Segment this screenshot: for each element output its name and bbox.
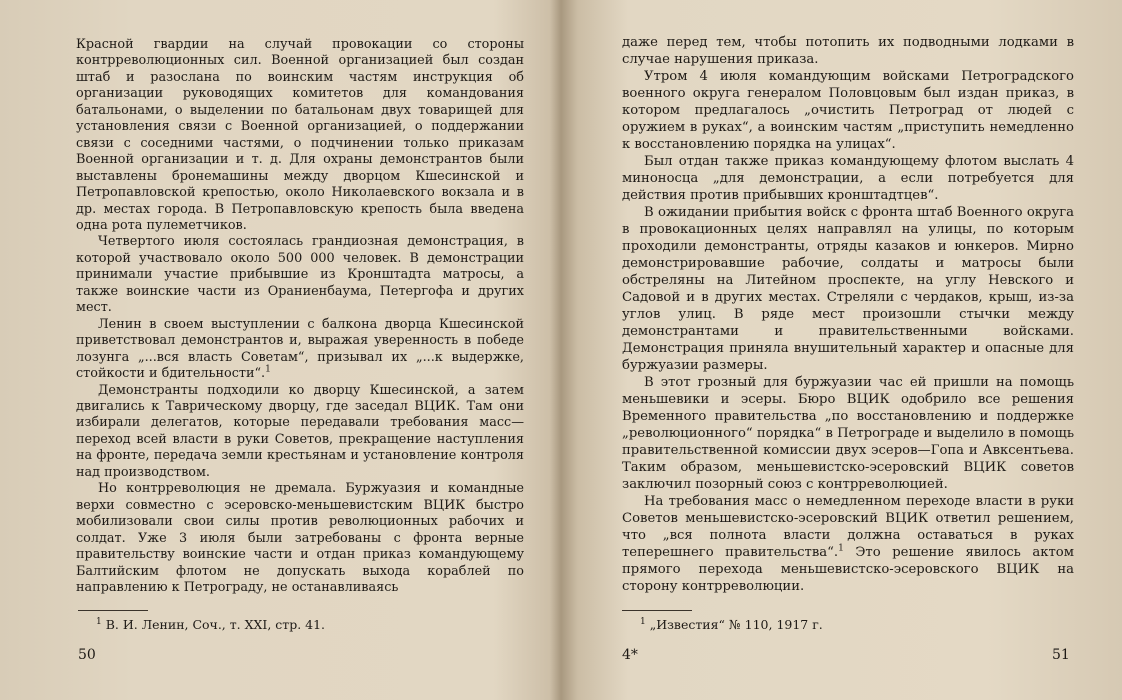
left-paragraph-3 xyxy=(76,317,524,383)
right-footnote-rule xyxy=(622,610,692,611)
right-footnote xyxy=(640,617,823,633)
right-footnote-mark: 1 xyxy=(640,616,646,627)
right-paragraph-3: Был отдан также приказ командующему флотом выслать 4 миноносца „для демонстрации, а если потребуется для действия против прибывших кронштадтцев“. xyxy=(622,153,1074,203)
right-paragraph-2: Утром 4 июля командующим войсками Петроградского военного округа генералом Половцовым был издан приказ, в котором предлагалось „очистить Петроград от людей с оружием в руках“, а воинским частям „приступить немедленно к восстановлению порядка на улицах“. xyxy=(622,68,1074,152)
footnote-ref-left[interactable]: 1 xyxy=(265,364,271,375)
right-paragraph-6-text: На требования масс о немедленном переходе власти в руки Советов меньшевистско-эсеровский ВЦИК ответил решением, что „вся полнота власти должна оставаться в руках теперешнего правительства“. xyxy=(622,493,1074,560)
left-page-body xyxy=(76,37,524,596)
right-paragraph-6-continuation: Это решение явилось актом прямого перехода меньшевистско-эсеровского ВЦИК на сторону контрреволюции. xyxy=(622,544,1074,594)
footnote-ref-right[interactable]: 1 xyxy=(838,543,844,554)
left-paragraph-4: Демонстранты подходили ко дворцу Кшесинской, а затем двигались к Таврическому дворцу, где заседал ВЦИК. Там они избирали делегатов, которые передавали требования масс—переход всей власти в руки Советов, прекращение наступления на фронте, передача земли крестьянам и установление контроля над производством. xyxy=(76,382,524,480)
left-paragraph-1: Красной гвардии на случай провокации со стороны контрреволюционных сил. Военной организацией был создан штаб и разослана по воинским частям инструкция об организации руководящих комитетов для командования батальонами, о выделении по батальонам двух товарищей для установления связи с Военной организацией, о поддержании связи с соседними частями, о подчинении только приказам Военной организации и т. д. Для охраны демонстрантов были выставлены бронемашины между дворцом Кшесинской и Петропавловской крепостью, около Николаевского вокзала и в др. местах города. В Петропавловскую крепость была введена одна рота пулеметчиков. xyxy=(76,37,524,233)
right-paragraph-5: В этот грозный для буржуазии час ей пришли на помощь меньшевики и эсеры. Бюро ВЦИК одобрило все решения Временного правительства „по восстановлению и поддержке „революционного“ порядка“ в Петрограде и выделило в помощь правительственной комиссии двух эсеров—Гопа и Авксентьева. Таким образом, меньшевистско-эсеровский ВЦИК советов заключил позорный союз с контрреволюцией. xyxy=(622,374,1074,492)
left-footnote-mark: 1 xyxy=(96,616,102,627)
signature-mark: 4* xyxy=(622,647,638,663)
left-footnote xyxy=(96,617,325,633)
right-paragraph-1: даже перед тем, чтобы потопить их подводными лодками в случае нарушения приказа. xyxy=(622,35,1074,67)
left-paragraph-3-text: Ленин в своем выступлении с балкона дворца Кшесинской приветствовал демонстрантов и, выражая уверенность в победе лозунга „...вся власть Советам“, призывал их „...к выдержке, стойкости и бдительности“. xyxy=(76,316,524,382)
right-footnote-text: „Известия“ № 110, 1917 г. xyxy=(649,617,823,632)
right-page-number: 51 xyxy=(1052,647,1070,663)
right-page-body xyxy=(622,35,1074,595)
right-paragraph-4: В ожидании прибытия войск с фронта штаб Военного округа в провокационных целях направлял на улицы, по которым проходили демонстранты, отряды казаков и юнкеров. Мирно демонстрировавшие рабочие, солдаты и матросы были обстреляны на Литейном проспекте, на углу Невского и Садовой и в других местах. Стреляли с чердаков, крыш, из-за углов улиц. В ряде мест произошли стычки между демонстрантами и правительственными войсками. Демонстрация приняла внушительный характер и опасные для буржуазии размеры. xyxy=(622,204,1074,373)
left-footnote-rule xyxy=(78,610,148,611)
right-paragraph-6 xyxy=(622,494,1074,596)
left-page-number: 50 xyxy=(78,647,96,663)
left-footnote-text: В. И. Ленин, Соч., т. XXI, стр. 41. xyxy=(105,617,326,632)
left-paragraph-2: Четвертого июля состоялась грандиозная демонстрация, в которой участвовало около 500 000 человек. В демонстрации принимали участие прибывшие из Кронштадта матросы, а также воинские части из Ораниенбаума, Петергофа и других мест. xyxy=(76,234,524,316)
left-paragraph-5: Но контрреволюция не дремала. Буржуазия и командные верхи совместно с эсеровско-меньшевистским ВЦИК быстро мобилизовали свои силы против революционных рабочих и солдат. Уже 3 июля были затребованы с фронта верные правительству воинские части и отдан приказ командующему Балтийским флотом не допускать выхода кораблей по направлению к Петрограду, не останавливаясь xyxy=(76,481,524,595)
